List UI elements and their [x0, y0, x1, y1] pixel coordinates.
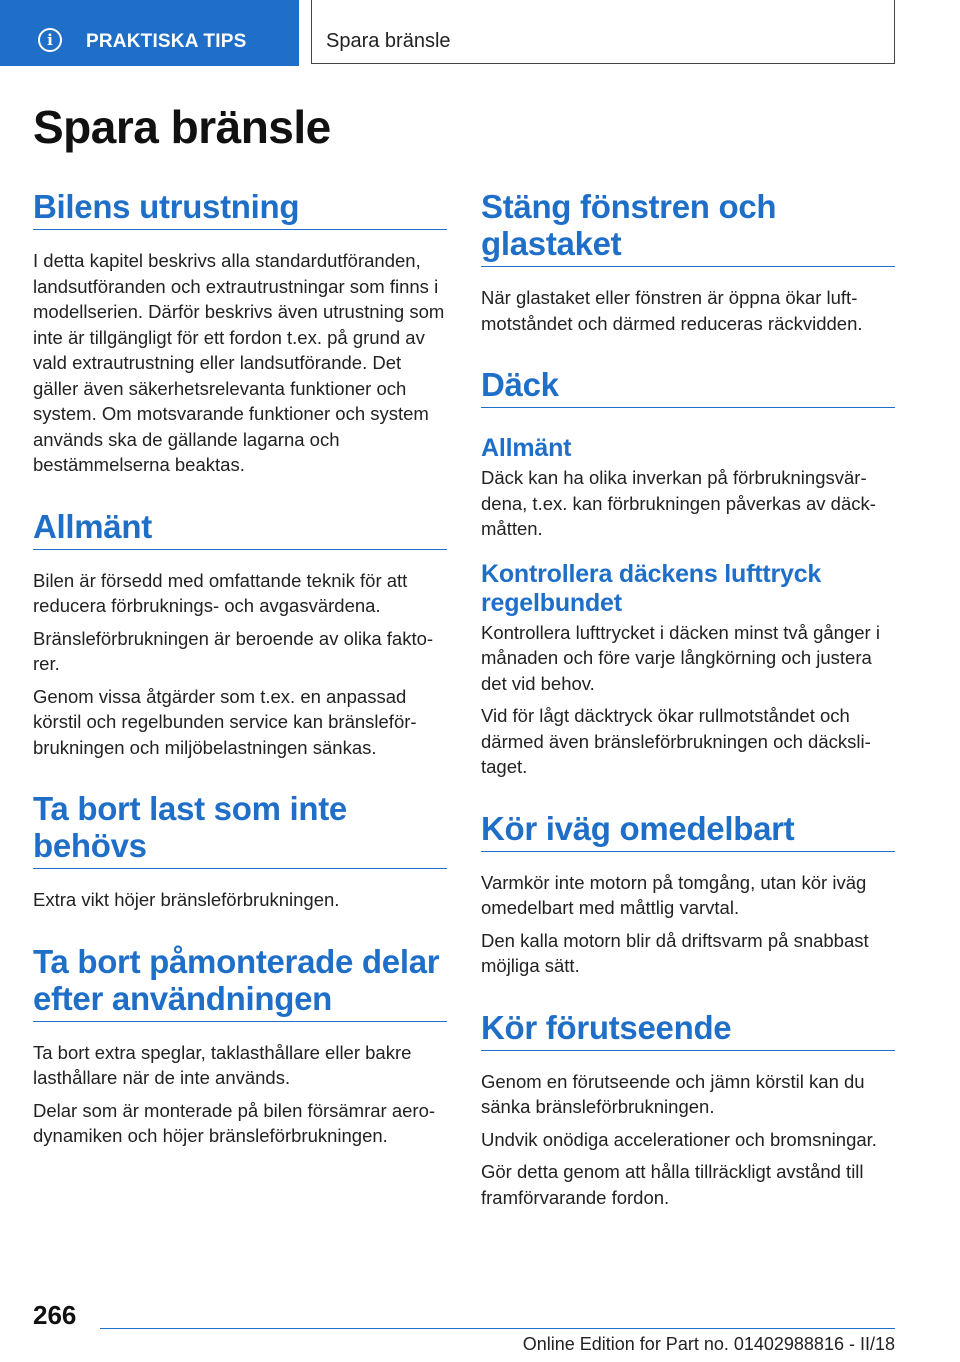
paragraph: Däck kan ha olika inverkan på förbrukningsvärdena, t.ex. kan förbrukningen påverkas av däckmåtten.	[481, 467, 876, 539]
section-anticipate	[481, 1009, 895, 1211]
page-title: Spara bränsle	[33, 101, 331, 153]
section-drive-off	[481, 810, 895, 979]
paragraph: Vid för lågt däcktryck ökar rullmotståndet och därmed även bränsleförbrukningen och däckslitaget.	[481, 705, 871, 777]
section-heading: Däck	[481, 366, 895, 408]
paragraph: Genom vissa åtgärder som t.ex. en anpassad körstil och regelbunden service kan bränsleförbrukningen och miljöbelastningen sänkas.	[33, 685, 417, 758]
section-tab[interactable]	[0, 0, 299, 66]
paragraph: I detta kapitel beskrivs alla standardutföranden, landsutföranden och extrautrustningar som finns i modellserien. Därför beskrivs även utrustning som inte är tillgängligt för ett fordon t.ex. på grund av vald extrautrustning eller landsutförande. Det gäller även säkerhetsrelevanta funktioner och system. Om motsvarande funktioner och system används ska de gällande lagarna och bestämmelserna beaktas.	[33, 250, 445, 475]
subsection-heading: Kontrollera däckens lufttryck regelbundet	[481, 559, 822, 617]
section-tyres	[481, 366, 895, 780]
paragraph: Bränsleförbrukningen är beroende av olika faktorer.	[33, 627, 434, 674]
paragraph: Kontrollera lufttrycket i däcken minst två gånger i månaden och före varje långkörning och justera det vid behov.	[481, 621, 880, 694]
paragraph: Bilen är försedd med omfattande teknik för att reducera förbruknings- och avgasvärdena.	[33, 569, 408, 616]
info-icon: i	[38, 28, 62, 52]
paragraph: Genom en förutseende och jämn körstil kan du sänka bränsleförbrukningen.	[481, 1070, 865, 1117]
paragraph: Delar som är monterade på bilen försämrar aerodynamiken och höjer bränsleförbrukningen.	[33, 1099, 436, 1146]
right-column	[481, 188, 895, 1240]
paragraph: Extra vikt höjer bränsleförbrukningen.	[33, 889, 340, 910]
section-remove-parts	[33, 943, 447, 1149]
section-windows	[481, 188, 895, 336]
section-heading: Ta bort last som inte behövs	[33, 790, 447, 869]
section-remove-load	[33, 790, 447, 913]
paragraph: Den kalla motorn blir då driftsvarm på snabbast möjliga sätt.	[481, 929, 869, 976]
section-equipment	[33, 188, 447, 478]
paragraph: Undvik onödiga accelerationer och bromsningar.	[481, 1128, 877, 1150]
paragraph: Varmkör inte motorn på tomgång, utan kör iväg omedelbart med måttlig varvtal.	[481, 871, 867, 918]
footer-edition: Online Edition for Part no. 01402988816 - II/18	[522, 1334, 895, 1354]
section-heading: Allmänt	[33, 508, 447, 550]
left-column	[33, 188, 447, 1179]
subsection-heading: Allmänt	[481, 434, 572, 462]
section-heading: Stäng fönstren och glastaket	[481, 188, 895, 267]
topic-tab-label: Spara bränsle	[326, 30, 451, 52]
subsection-tyre-pressure	[481, 560, 895, 780]
paragraph: Gör detta genom att hålla tillräckligt avstånd till framförvarande fordon.	[481, 1161, 864, 1208]
section-tab-label: PRAKTISKA TIPS	[86, 31, 247, 52]
section-heading: Ta bort påmonterade delar efter användningen	[33, 943, 447, 1022]
page-number: 266	[33, 1300, 77, 1330]
paragraph: Ta bort extra speglar, taklasthållare eller bakre lasthållare när de inte används.	[33, 1041, 412, 1088]
topic-tab[interactable]	[311, 0, 895, 64]
section-general	[33, 508, 447, 761]
section-heading: Kör iväg omedelbart	[481, 810, 895, 852]
subsection-tyres-general	[481, 434, 895, 542]
footer-divider	[100, 1328, 895, 1329]
paragraph: När glastaket eller fönstren är öppna ökar luftmotståndet och därmed reduceras räckvidden.	[481, 287, 863, 334]
section-heading: Bilens utrustning	[33, 188, 447, 230]
section-heading: Kör förutseende	[481, 1009, 895, 1051]
